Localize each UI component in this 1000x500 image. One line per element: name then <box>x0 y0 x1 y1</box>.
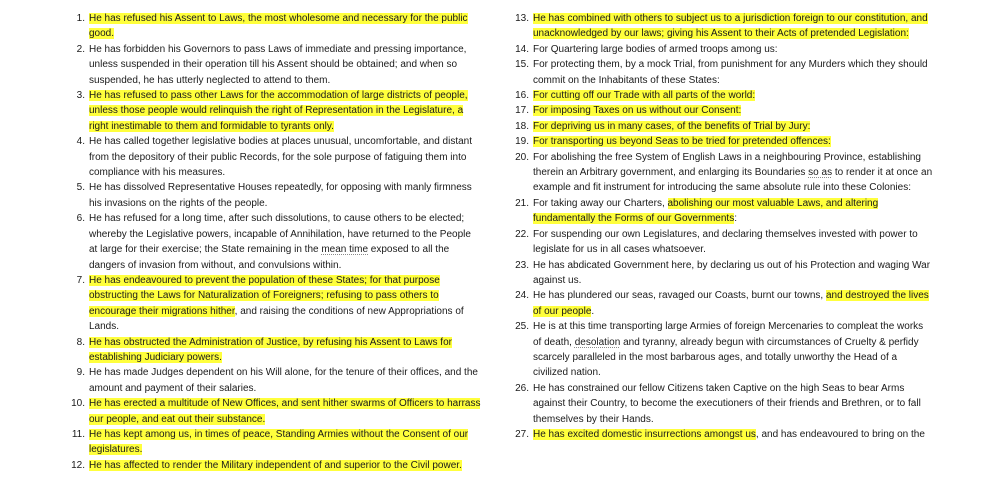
list-item-number: 1. <box>76 13 85 24</box>
list-item <box>70 273 482 335</box>
list-item-number: 20. <box>515 151 529 163</box>
list-item <box>514 57 934 88</box>
text-run: He has refused for a long time, after such dissolutions, to cause others to be elected; whereby the Legislative powers, incapable of Annihilation, have returned to the People at large for their exercise; the State remaining in the <box>89 213 471 256</box>
list-item-number: 11. <box>71 428 85 440</box>
list-item-text <box>89 44 466 86</box>
grievance-list-right <box>514 11 934 442</box>
highlighted-text: He has affected to render the Military independent of and superior to the Civil power. <box>89 459 462 471</box>
list-item-text <box>89 367 478 393</box>
spellcheck-flagged-text: so as <box>808 167 833 179</box>
list-item-text <box>89 429 468 455</box>
list-item <box>70 211 482 273</box>
text-run: For abolishing the free System of English Laws in a neighbouring Province, establishing therein an Arbitrary government, and enlarging its Boundaries <box>533 151 921 179</box>
list-item <box>514 11 934 42</box>
list-item-number: 17. <box>515 105 529 117</box>
list-item <box>70 396 482 427</box>
list-item <box>514 150 934 196</box>
list-item <box>70 458 482 473</box>
list-item-text <box>533 13 928 39</box>
text-run: He has made Judges dependent on his Will alone, for the tenure of their offices, and the amount and payment of their salaries. <box>89 367 478 394</box>
list-item <box>70 11 482 42</box>
list-item-text <box>533 383 921 425</box>
highlighted-text: He has obstructed the Administration of Justice, by refusing his Assent to Laws for establishing Judiciary powers. <box>89 336 452 363</box>
text-run: He has constrained our fellow Citizens taken Captive on the high Seas to bear Arms against their Country, to become the executioners of their friends and Brethren, or to fall themselves by their Hands. <box>533 382 921 425</box>
highlighted-text: For transporting us beyond Seas to be tried for pretended offences: <box>533 136 831 148</box>
text-run: For protecting them, by a mock Trial, from punishment for any Murders which they should commit on the Inhabitants of these States: <box>533 59 928 86</box>
text-run: He has plundered our seas, ravaged our Coasts, burnt our towns, <box>533 290 826 302</box>
highlighted-text: For cutting off our Trade with all parts of the world: <box>533 90 756 102</box>
text-run: For suspending our own Legislatures, and declaring themselves invested with power to legislate for us in all cases whatsoever. <box>533 228 918 256</box>
list-item-number: 3. <box>76 90 85 102</box>
list-item-number: 4. <box>76 136 85 148</box>
list-item-number: 5. <box>76 182 85 194</box>
highlighted-text: He has refused his Assent to Laws, the most wholesome and necessary for the public good. <box>89 13 468 40</box>
list-item-number: 2. <box>76 43 85 55</box>
text-run: exposed to all the dangers of invasion from without, and convulsions within. <box>89 244 450 271</box>
list-item-text <box>89 13 468 39</box>
list-item <box>514 227 934 258</box>
highlighted-text: For depriving us in many cases, of the benefits of Trial by Jury: <box>533 120 811 132</box>
list-item-text <box>89 275 464 332</box>
list-item-text <box>89 213 471 270</box>
list-item-number: 6. <box>76 213 85 225</box>
list-item-number: 24. <box>515 290 529 302</box>
list-item-number: 8. <box>76 336 85 348</box>
text-run: He is at this time transporting large Armies of foreign Mercenaries to compleat the works of death, <box>533 321 924 348</box>
list-item-number: 23. <box>515 259 529 271</box>
text-run: He has forbidden his Governors to pass Laws of immediate and pressing importance, unless suspended in their operation till his Assent should be obtained; and when so suspended, he has utterly neglected to attend to them. <box>89 43 467 86</box>
text-run: . <box>591 305 595 317</box>
text-run: and tyranny, already begun with circumstances of Cruelty & perfidy scarcely paralleled in the most barbarous ages, and totally unworthy the Head of a civilized nation. <box>533 336 919 379</box>
grievance-list-left <box>70 11 482 473</box>
list-item <box>70 335 482 366</box>
text-run: to render it at once an example and fit instrument for introducing the same absolute rule into these Colonies: <box>533 167 933 194</box>
list-item <box>514 381 934 427</box>
list-item <box>514 319 934 381</box>
list-item-text <box>533 59 928 85</box>
list-item-text <box>533 121 810 132</box>
list-item-text <box>533 44 778 55</box>
list-item-text <box>533 321 923 378</box>
list-item-text <box>533 136 831 147</box>
list-item <box>514 288 934 319</box>
highlighted-text: He has endeavoured to prevent the population of these States; for that purpose obstructing the Laws for Naturalization of Foreigners; refusing to pass others to encourage their migrations hither <box>89 274 440 317</box>
list-item-text <box>533 290 929 316</box>
text-run: He has abdicated Government here, by declaring us out of his Protection and waging War against us. <box>533 259 931 286</box>
list-item-number: 7. <box>76 274 85 286</box>
list-item-number: 26. <box>515 382 529 394</box>
list-item-number: 12. <box>71 459 85 471</box>
list-item-text <box>89 90 468 132</box>
list-item-text <box>533 105 741 116</box>
list-item <box>514 103 934 118</box>
spellcheck-flagged-text: mean time <box>321 244 369 256</box>
list-item <box>514 134 934 149</box>
highlighted-text: He has kept among us, in times of peace, Standing Armies without the Consent of our legislatures. <box>89 428 469 456</box>
list-item-number: 15. <box>515 59 529 71</box>
list-item-number: 16. <box>515 90 529 102</box>
highlighted-text: and destroyed the lives of our people <box>533 290 929 317</box>
list-item <box>70 365 482 396</box>
text-run: For Quartering large bodies of armed troops among us: <box>533 43 778 55</box>
list-item-text <box>533 90 755 101</box>
list-item-text <box>533 229 918 255</box>
text-run: He has dissolved Representative Houses repeatedly, for opposing with manly firmness his invasions on the rights of the people. <box>89 182 472 209</box>
list-item-number: 19. <box>515 136 529 148</box>
list-item-number: 13. <box>515 13 529 24</box>
list-item <box>70 134 482 180</box>
list-item-number: 22. <box>515 228 529 240</box>
list-item <box>514 258 934 289</box>
list-item-text <box>533 260 930 286</box>
text-run: , and raising the conditions of new Appropriations of Lands. <box>89 305 464 333</box>
list-item <box>514 88 934 103</box>
list-item <box>514 427 934 442</box>
list-item-text <box>533 429 925 440</box>
list-item <box>70 42 482 88</box>
list-item <box>514 119 934 134</box>
list-item <box>70 180 482 211</box>
highlighted-text: He has erected a multitude of New Offices, and sent hither swarms of Officers to harrass our people, and eat out their substance. <box>89 398 481 425</box>
list-item <box>514 196 934 227</box>
highlighted-text: He has refused to pass other Laws for the accommodation of large districts of people, unless those people would relinquish the right of Representation in the Legislature, a right inestimable to them and formidable to tyrants only. <box>89 90 468 132</box>
list-item-text <box>89 182 472 208</box>
text-run: For taking away our Charters, <box>533 197 668 209</box>
list-item-text <box>89 337 452 363</box>
list-item-text <box>89 136 472 178</box>
list-item-text <box>533 198 878 224</box>
list-item-number: 14. <box>515 43 529 55</box>
highlighted-text: He has combined with others to subject us to a jurisdiction foreign to our constitution, and unacknowledged by our laws; giving his Assent to their Acts of pretended Legislation: <box>533 13 928 40</box>
highlighted-text: abolishing our most valuable Laws, and altering fundamentally the Forms of our Governments <box>533 197 879 225</box>
text-run: He has called together legislative bodies at places unusual, uncomfortable, and distant from the depository of their public Records, for the sole purpose of fatiguing them into compliance with his measures. <box>89 136 473 179</box>
list-item <box>70 88 482 134</box>
list-item-number: 9. <box>76 367 85 379</box>
list-item-text <box>533 152 932 194</box>
list-item-number: 25. <box>515 321 529 333</box>
list-item-number: 10. <box>71 398 85 410</box>
spellcheck-flagged-text: desolation <box>574 336 621 348</box>
list-item-number: 21. <box>515 197 529 209</box>
text-run: : <box>734 213 737 225</box>
list-item <box>514 42 934 57</box>
highlighted-text: For imposing Taxes on us without our Consent: <box>533 105 742 117</box>
list-item <box>70 427 482 458</box>
list-item-text <box>89 398 480 424</box>
highlighted-text: He has excited domestic insurrections amongst us <box>533 428 756 440</box>
text-run: , and has endeavoured to bring on the <box>755 428 925 440</box>
list-item-number: 18. <box>515 120 529 132</box>
list-item-text <box>89 460 462 471</box>
list-item-number: 27. <box>515 428 529 440</box>
